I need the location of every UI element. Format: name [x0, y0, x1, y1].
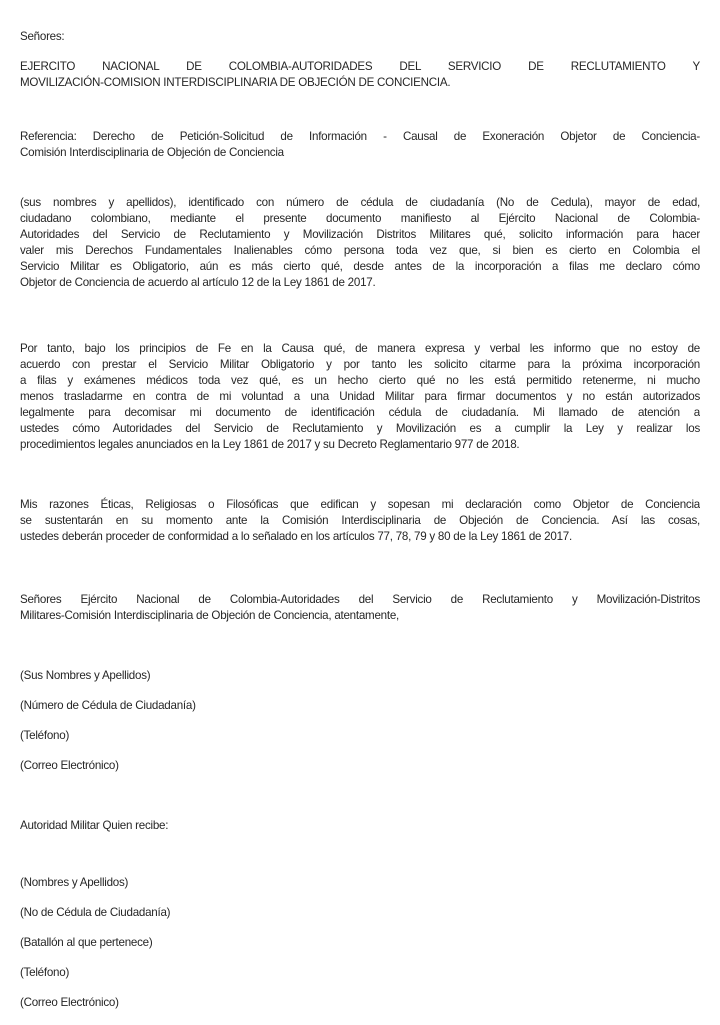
addressee-line: MOVILIZACIÓN-COMISION INTERDISCIPLINARIA DE OBJECIÓN DE CONCIENCIA.: [20, 76, 451, 89]
authority-id-field: (No de Cédula de Ciudadanía): [20, 906, 171, 919]
paragraph-line: valer mis Derechos Fundamentales Inalienables cómo persona toda vez que, si bien es cierto en Colombia el: [20, 244, 700, 257]
authority-battalion-field: (Batallón al que pertenece): [20, 936, 153, 949]
salutation: [20, 29, 700, 45]
addressee-line: EJERCITO NACIONAL DE COLOMBIA-AUTORIDADES DEL SERVICIO DE RECLUTAMIENTO Y: [20, 60, 700, 73]
authority-email-field: (Correo Electrónico): [20, 996, 119, 1009]
authority-heading-text: Autoridad Militar Quien recibe:: [20, 819, 169, 832]
closing-line: Militares-Comisión Interdisciplinaria de Objeción de Conciencia, atentamente,: [20, 609, 399, 622]
paragraph-line: Servicio Militar es Obligatorio, aún es más cierto qué, desde antes de la incorporación a filas me declaro cómo: [20, 260, 700, 273]
authority-phone-field: (Teléfono): [20, 966, 70, 979]
paragraph-line: (sus nombres y apellidos), identificado con número de cédula de ciudadanía (No de Cedula), mayor de edad,: [20, 196, 700, 209]
applicant-name-field: (Sus Nombres y Apellidos): [20, 669, 151, 682]
applicant-phone-field: (Teléfono): [20, 729, 70, 742]
paragraph-line: se sustentarán en su momento ante la Comisión Interdisciplinaria de Objeción de Conciencia. Así las cosas,: [20, 514, 700, 527]
paragraph-line: acuerdo con prestar el Servicio Militar Obligatorio y por tanto les solicito citarme para la próxima incorporación: [20, 358, 700, 371]
paragraph-line: menos trasladarme en contra de mi voluntad a una Unidad Militar para firmar documentos y no están autorizados: [20, 390, 700, 403]
paragraph-line: Mis razones Éticas, Religiosas o Filosóficas que edifican y sopesan mi declaración como Objetor de Conciencia: [20, 498, 700, 511]
paragraph-2: [20, 341, 700, 453]
paragraph-line: a filas y exámenes médicos toda vez qué, es un hecho cierto qué no les está permitido retenerme, ni mucho: [20, 374, 700, 387]
authority-heading: [20, 818, 700, 834]
applicant-email-field: (Correo Electrónico): [20, 759, 119, 772]
paragraph-line: ustedes deberán proceder de conformidad a lo señalado en los artículos 77, 78, 79 y 80 de la Ley 1861 de 2017.: [20, 530, 572, 543]
paragraph-line: Por tanto, bajo los principios de Fe en la Causa qué, de manera expresa y verbal les informo que no estoy de: [20, 342, 700, 355]
paragraph-line: Objetor de Conciencia de acuerdo al artículo 12 de la Ley 1861 de 2017.: [20, 276, 376, 289]
paragraph-line: ustedes cómo Autoridades del Servicio de Reclutamiento y Movilización es a cumplir la Ley y realizar los: [20, 422, 700, 435]
paragraph-3: [20, 497, 700, 545]
reference: [20, 129, 700, 161]
paragraph-line: Autoridades del Servicio de Reclutamiento y Movilización Distritos Militares qué, solicito información para hacer: [20, 228, 700, 241]
paragraph-line: legalmente para decomisar mi documento de identificación cédula de ciudadanía. Mi llamado de atención a: [20, 406, 700, 419]
authority-signature-block: [20, 875, 700, 1025]
authority-name-field: (Nombres y Apellidos): [20, 876, 129, 889]
applicant-id-field: (Número de Cédula de Ciudadanía): [20, 699, 196, 712]
closing-line: Señores Ejército Nacional de Colombia-Autoridades del Servicio de Reclutamiento y Movilización-Distritos: [20, 593, 700, 606]
salutation-text: Señores:: [20, 30, 65, 43]
applicant-signature-block: [20, 668, 700, 788]
paragraph-line: procedimientos legales anunciados en la Ley 1861 de 2017 y su Decreto Reglamentario 977 de 2018.: [20, 438, 520, 451]
reference-line: Referencia: Derecho de Petición-Solicitud de Información - Causal de Exoneración Objetor de Conciencia-: [20, 130, 700, 143]
paragraph-1: [20, 195, 700, 291]
closing: [20, 592, 700, 624]
addressee: [20, 59, 700, 91]
reference-line: Comisión Interdisciplinaria de Objeción de Conciencia: [20, 146, 284, 159]
paragraph-line: ciudadano colombiano, mediante el presente documento manifiesto al Ejército Nacional de Colombia-: [20, 212, 700, 225]
